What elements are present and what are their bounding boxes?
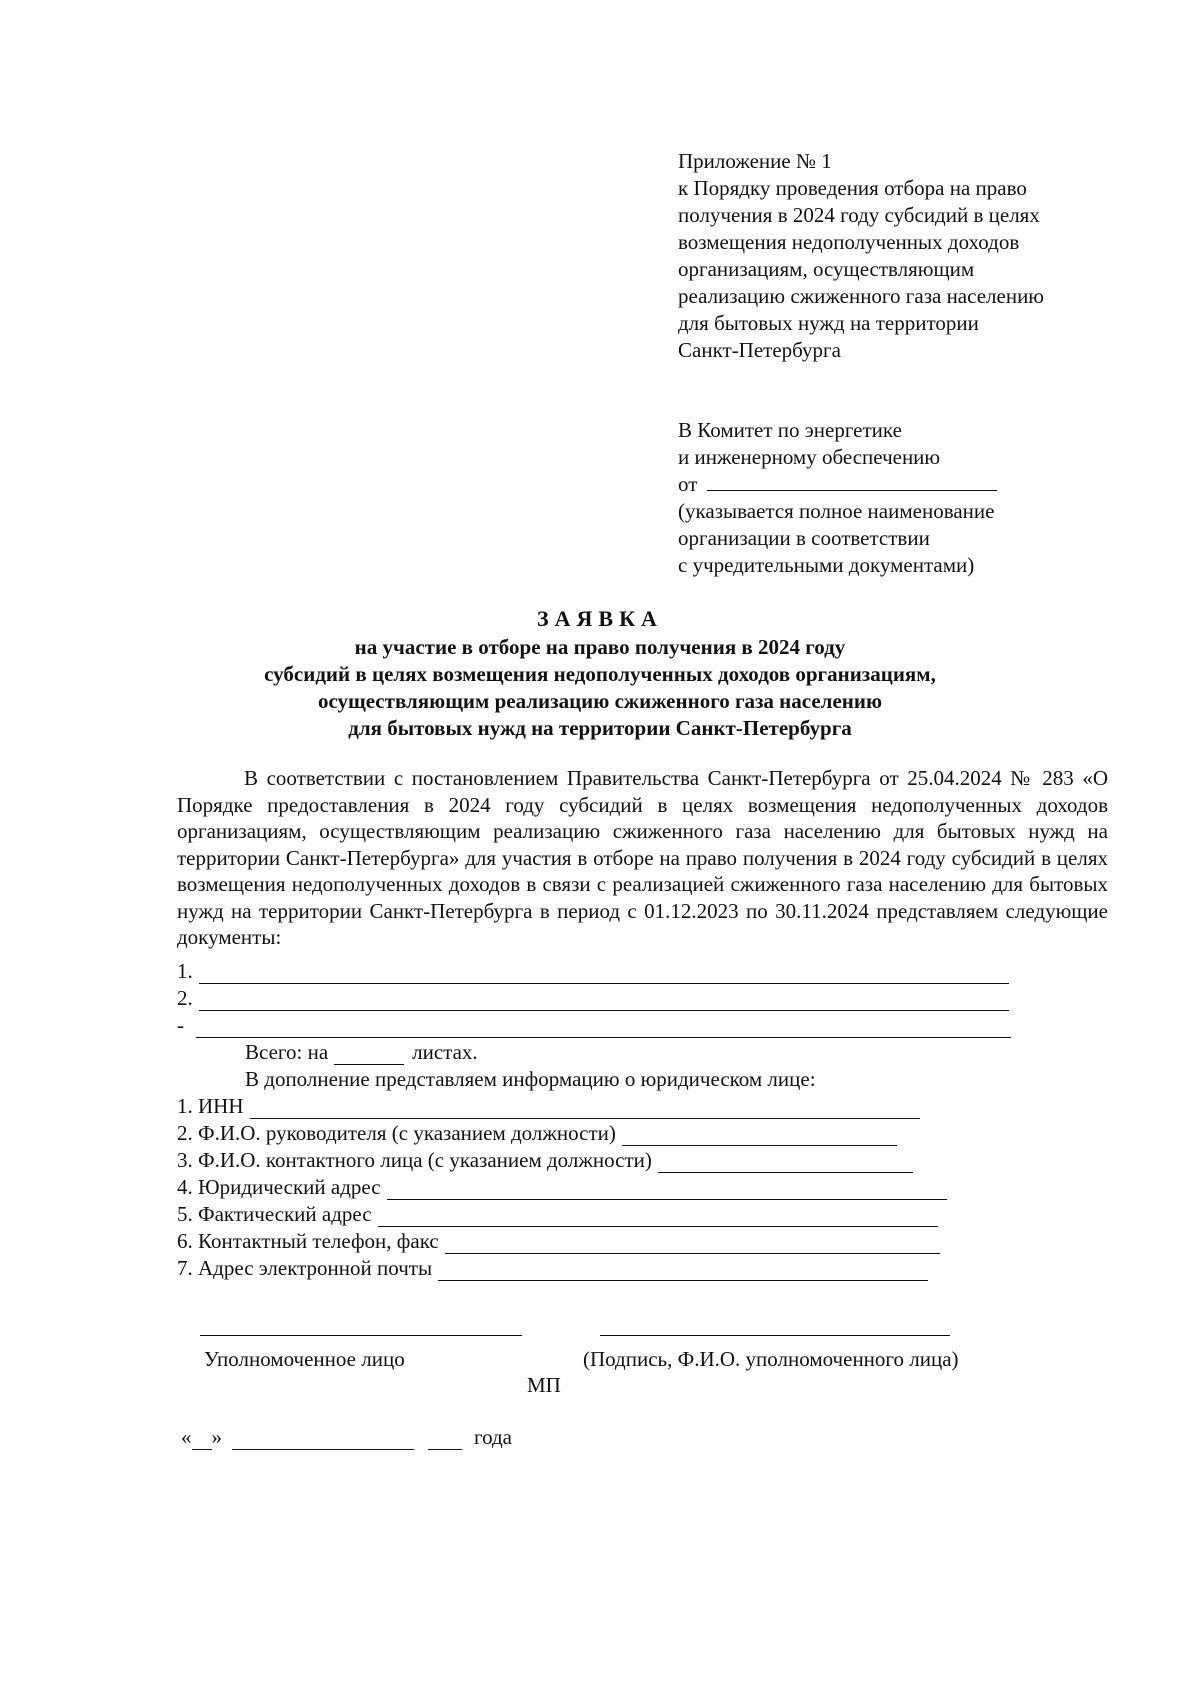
document-item: [177, 985, 1009, 1011]
recipient-note: с учредительными документами): [678, 553, 975, 577]
info-field-label: 5. Фактический адрес: [177, 1202, 372, 1226]
annex-line: реализацию сжиженного газа населению: [678, 284, 1044, 308]
document-item-number: 2.: [177, 986, 193, 1010]
annex-line: Приложение № 1: [678, 149, 832, 173]
info-intro-text: В дополнение представляем информацию о юридическом лице:: [245, 1067, 816, 1091]
info-intro: [245, 1066, 816, 1092]
month-field[interactable]: [232, 1429, 414, 1450]
annex-line: возмещения недополученных доходов: [678, 230, 1020, 254]
document-item-number: 1.: [177, 959, 193, 983]
recipient-block: [678, 417, 1118, 579]
inn-input[interactable]: [250, 1098, 920, 1119]
email-input[interactable]: [438, 1260, 928, 1281]
info-field-label: 2. Ф.И.О. руководителя (с указанием должности): [177, 1121, 616, 1145]
document-item: [177, 1012, 1011, 1038]
date-row: [181, 1424, 512, 1450]
from-row: [678, 471, 1118, 498]
day-field[interactable]: [192, 1429, 212, 1450]
sheets-count-field[interactable]: [334, 1044, 404, 1065]
document-item-field[interactable]: [196, 1017, 1011, 1038]
annex-line: организациям, осуществляющим: [678, 257, 975, 281]
recipient-note: (указывается полное наименование: [678, 499, 995, 523]
total-suffix: листах.: [412, 1040, 478, 1064]
info-field-email: [177, 1255, 928, 1281]
phone-fax-input[interactable]: [445, 1233, 940, 1254]
authorized-person-label: Уполномоченное лицо: [204, 1347, 405, 1371]
year-label: года: [474, 1425, 512, 1449]
organization-name-field[interactable]: [707, 472, 997, 491]
annex-line: к Порядку проведения отбора на право: [678, 176, 1027, 200]
info-field-label: 3. Ф.И.О. контактного лица (с указанием должности): [177, 1148, 652, 1172]
total-sheets-row: [245, 1039, 478, 1065]
document-item-field[interactable]: [199, 963, 1009, 984]
recipient-line: и инженерному обеспечению: [678, 445, 941, 469]
document-item-number: -: [177, 1013, 184, 1037]
info-field-label: 1. ИНН: [177, 1094, 244, 1118]
date-quote-open: «: [181, 1425, 192, 1449]
annex-line: для бытовых нужд на территории: [678, 311, 979, 335]
stamp-label: МП: [527, 1373, 561, 1397]
actual-address-input[interactable]: [378, 1206, 938, 1227]
info-field-label: 6. Контактный телефон, факс: [177, 1229, 439, 1253]
annex-line: Санкт-Петербурга: [678, 338, 841, 362]
info-field-label: 7. Адрес электронной почты: [177, 1256, 433, 1280]
contact-name-input[interactable]: [658, 1152, 913, 1173]
year-field[interactable]: [428, 1429, 462, 1450]
title-main: ЗАЯВКА: [537, 606, 663, 631]
authorized-person-line[interactable]: [200, 1335, 522, 1336]
subtitle-line: для бытовых нужд на территории Санкт-Петербурга: [348, 716, 852, 740]
head-name-input[interactable]: [622, 1125, 897, 1146]
recipient-note: организации в соответствии: [678, 526, 930, 550]
info-field-contact: [177, 1147, 913, 1173]
document-item-field[interactable]: [199, 990, 1009, 1011]
subtitle-line: субсидий в целях возмещения недополученных доходов организациям,: [264, 662, 936, 686]
info-field-legal-address: [177, 1174, 947, 1200]
info-field-phone: [177, 1228, 940, 1254]
document-item: [177, 958, 1009, 984]
info-field-label: 4. Юридический адрес: [177, 1175, 381, 1199]
legal-address-input[interactable]: [387, 1179, 947, 1200]
annex-header: [678, 148, 1118, 364]
signature-line[interactable]: [600, 1335, 950, 1336]
date-quote-close: »: [211, 1425, 222, 1449]
subtitle-line: на участие в отборе на право получения в 2024 году: [354, 635, 846, 659]
info-field-head: [177, 1120, 897, 1146]
total-prefix: Всего: на: [245, 1040, 329, 1064]
from-label: от: [678, 472, 698, 496]
application-title: [160, 604, 1040, 742]
title-subtitle: [160, 634, 1040, 742]
info-field-inn: [177, 1093, 920, 1119]
subtitle-line: осуществляющим реализацию сжиженного газа населению: [317, 689, 883, 713]
body-paragraph: В соответствии с постановлением Правительства Санкт-Петербурга от 25.04.2024 № 283 «О Порядке предоставления в 2024 году субсидий в целях возмещения недополученных доходов организациям, осуществляющим реализацию сжиженного газа населению для бытовых нужд на территории Санкт-Петербурга» для участия в отборе на право получения в 2024 году субсидий в целях возмещения недополученных доходов в связи с реализацией сжиженного газа населению для бытовых нужд на территории Санкт-Петербурга в период с 01.12.2023 по 30.11.2024 представляем следующие документы:: [177, 766, 1108, 949]
info-field-actual-address: [177, 1201, 938, 1227]
annex-line: получения в 2024 году субсидий в целях: [678, 203, 1040, 227]
recipient-line: В Комитет по энергетике: [678, 418, 902, 442]
signature-label: (Подпись, Ф.И.О. уполномоченного лица): [583, 1347, 959, 1371]
